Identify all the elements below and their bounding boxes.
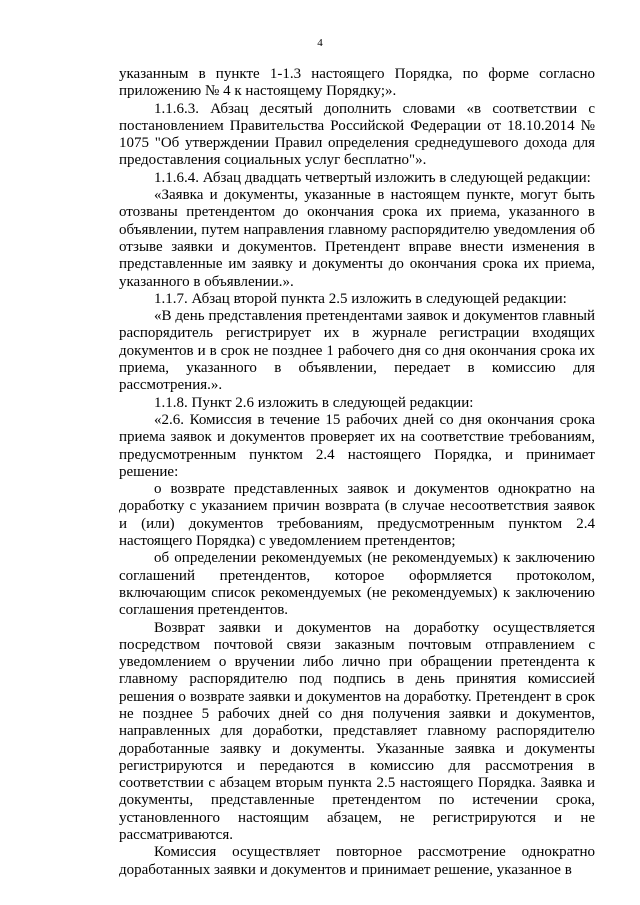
document-body <box>119 66 595 879</box>
page-number: 4 <box>317 37 323 49</box>
paragraph: «В день представления претендентами заявок и документов главный распорядитель регистрирует их в журнале регистрации входящих документов и в срок не позднее 1 рабочего дня со дня окончания срока их приема, указанного в объявлении, передает в комиссию для рассмотрения.». <box>119 308 595 394</box>
paragraph: о возврате представленных заявок и документов однократно на доработку с указанием причин возврата (в случае несоответствия заявок и (или) документов требованиям, предусмотренным пунктом 2.4 настоящего Порядка) с уведомлением претендентов; <box>119 481 595 550</box>
paragraph: указанным в пункте 1-1.3 настоящего Порядка, по форме согласно приложению № 4 к настоящему Порядку;». <box>119 66 595 100</box>
paragraph: 1.1.6.3. Абзац десятый дополнить словами «в соответствии с постановлением Правительства Российской Федерации от 18.10.2014 № 1075 "Об утверждении Правил определения среднедушевого дохода для предоставления социальных услуг бесплатно"». <box>119 100 595 169</box>
paragraph: «2.6. Комиссия в течение 15 рабочих дней со дня окончания срока приема заявок и документов проверяет их на соответствие требованиям, предусмотренным пунктом 2.4 настоящего Порядка, и принимает решение: <box>119 411 595 480</box>
paragraph: Комиссия осуществляет повторное рассмотрение однократно доработанных заявки и документов и принимает решение, указанное в <box>119 844 595 878</box>
paragraph: Возврат заявки и документов на доработку осуществляется посредством почтовой связи заказным почтовым отправлением с уведомлением о вручении либо лично при обращении претендента к главному распорядителю под подпись в день принятия комиссией решения о возврате заявки и документов на доработку. Претендент в срок не позднее 5 рабочих дней со дня получения заявки и документов, направленных для доработки, представляет главному распорядителю доработанные заявку и документы. Указанные заявка и документы регистрируются и передаются в комиссию для рассмотрения в соответствии с абзацем вторым пункта 2.5 настоящего Порядка. Заявка и документы, представленные претендентом по истечении срока, установленного настоящим абзацем, не регистрируются и не рассматриваются. <box>119 619 595 844</box>
paragraph: 1.1.8. Пункт 2.6 изложить в следующей редакции: <box>154 394 474 411</box>
paragraph: 1.1.6.4. Абзац двадцать четвертый изложить в следующей редакции: <box>154 169 591 186</box>
paragraph: «Заявка и документы, указанные в настоящем пункте, могут быть отозваны претендентом до окончания срока их приема, указанного в объявлении, путем направления главному распорядителю уведомления об отзыве заявки и документов. Претендент вправе внести изменения в представленные им заявку и документы до окончания срока их приема, указанного в объявлении.». <box>119 187 595 290</box>
paragraph: об определении рекомендуемых (не рекомендуемых) к заключению соглашений претендентов, которое оформляется протоколом, включающим список рекомендуемых (не рекомендуемых) к заключению соглашения претендентов. <box>119 550 595 619</box>
paragraph: 1.1.7. Абзац второй пункта 2.5 изложить в следующей редакции: <box>154 290 567 307</box>
